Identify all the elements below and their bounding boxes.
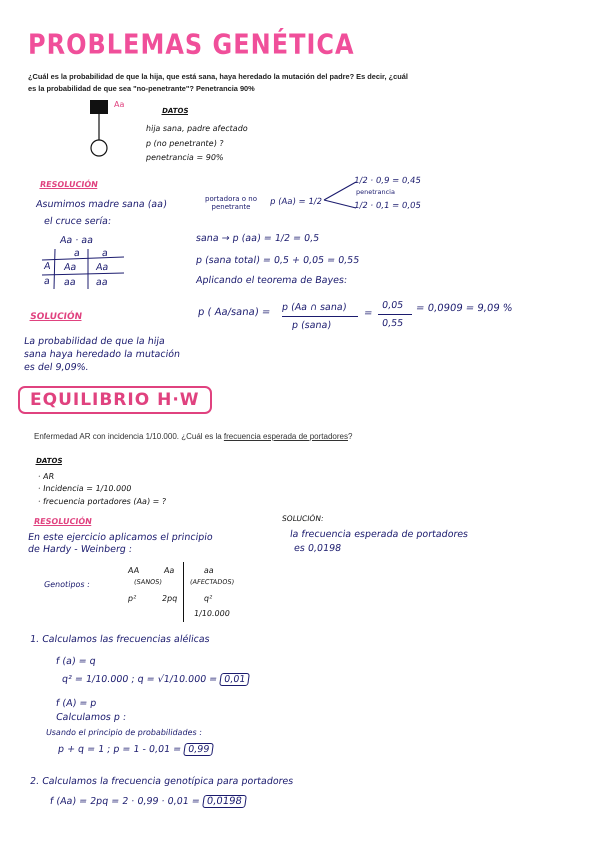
hw-question-suffix: ? — [347, 432, 353, 441]
punnett-row1-label: A — [43, 261, 52, 272]
hw-datos-heading: DATOS — [35, 457, 64, 465]
resolucion-heading: RESOLUCIÓN — [39, 180, 99, 189]
pedigree-genotype-label: Aa — [114, 100, 125, 109]
solucion-line-1: La probabilidad de que la hija — [23, 336, 166, 347]
hw-resolucion-line-1: En este ejercicio aplicamos el principio — [27, 532, 214, 543]
genotipos-divider — [183, 562, 184, 622]
hw-question-underlined: frecuencia esperada de portadores — [223, 432, 348, 441]
datos-heading: DATOS — [161, 107, 190, 115]
punnett-cell: aa — [95, 277, 109, 288]
hw-datos-item-3: · frecuencia portadores (Aa) = ? — [37, 497, 167, 506]
assume-text: Asumimos madre sana (aa) — [35, 199, 168, 210]
fraction-bar-2 — [378, 314, 412, 315]
section-tag-hw: EQUILIBRIO H·W — [18, 386, 212, 414]
genotype-aa: aa — [203, 566, 215, 575]
hw-datos-item-2: · Incidencia = 1/10.000 — [37, 484, 132, 493]
fraction-bar — [282, 316, 358, 317]
question-line-2: es la probabilidad de que sea "no-penetrante"? Penetrancia 90% — [28, 84, 255, 93]
hw-question-prefix: Enfermedad AR con incidencia 1/10.000. ¿Cuál es la — [34, 432, 224, 441]
punnett-row2-label: a — [43, 276, 51, 287]
solucion-heading: SOLUCIÓN — [29, 312, 83, 322]
genotipos-label: Genotipos : — [43, 580, 91, 589]
hw-datos-item-1: · AR — [37, 472, 55, 481]
tree-arrow-label: p (Aa) = 1/2 — [269, 197, 323, 207]
final-result-box: 0,0198 — [202, 795, 247, 808]
datos-line-1: hija sana, padre afectado — [145, 124, 249, 133]
genotype-AA: AA — [127, 566, 140, 575]
formula-equals: = — [363, 308, 374, 319]
hw-question — [34, 432, 352, 441]
genotype-Aa-freq: 2pq — [161, 594, 178, 603]
hw-solucion-line-1: la frecuencia esperada de portadores — [289, 529, 469, 540]
solucion-line-2: sana haya heredado la mutación — [23, 349, 181, 360]
punnett-header-1: a — [73, 248, 81, 259]
healthy-daughter-circle — [91, 140, 107, 156]
datos-line-2: p (no penetrante) ? — [145, 139, 225, 148]
affected-father-square — [90, 100, 108, 114]
genotype-aa-note: (AFECTADOS) — [189, 578, 235, 586]
punnett-header-2: a — [101, 248, 109, 259]
step2-result-line: f (Aa) = 2pq = 2 · 0,99 · 0,01 = 0,0198 — [49, 796, 246, 807]
punnett-cell: Aa — [63, 262, 78, 273]
step1-p-line: p + q = 1 ; p = 1 - 0,01 = 0,99 — [57, 744, 214, 755]
hw-resolucion-line-2: de Hardy - Weinberg : — [27, 544, 133, 555]
genotype-aa-incidence: 1/10.000 — [193, 609, 231, 618]
genotype-Aa: Aa — [163, 566, 176, 575]
tree-branch-top-note: penetrancia — [356, 188, 395, 196]
tree-branch-bottom: 1/2 · 0,1 = 0,05 — [353, 201, 422, 211]
formula-denominator: p (sana) — [291, 320, 332, 331]
genotype-AA-note: (SANOS) — [133, 578, 163, 586]
genotype-AA-freq: p² — [127, 594, 137, 603]
tree-branch-top: 1/2 · 0,9 = 0,45 — [353, 176, 422, 186]
hw-solucion-line-2: es 0,0198 — [293, 543, 342, 554]
tree-label — [196, 195, 266, 211]
step1-q-line: q² = 1/10.000 ; q = √1/10.000 = 0,01 — [61, 674, 250, 685]
genotype-aa-freq: q² — [203, 594, 213, 603]
bullet-sana: sana → p (aa) = 1/2 = 0,5 — [195, 233, 320, 244]
step1-fA: f (A) = p — [55, 698, 98, 709]
hw-solucion-heading: SOLUCIÓN: — [281, 514, 325, 523]
formula-lhs: p ( Aa/sana) = — [197, 307, 271, 318]
formula-denominator-2: 0,55 — [381, 318, 404, 329]
p-result-box: 0,99 — [183, 743, 214, 756]
step2-heading: 2. Calculamos la frecuencia genotípica para portadores — [29, 776, 294, 787]
cross-label: el cruce sería: — [43, 216, 112, 227]
question-line-1: ¿Cuál es la probabilidad de que la hija, que está sana, haya heredado la mutación del padre? Es decir, ¿cuál — [28, 72, 408, 81]
punnett-cell: Aa — [95, 262, 110, 273]
solucion-line-3: es del 9,09%. — [23, 362, 90, 373]
hw-resolucion-heading: RESOLUCIÓN — [33, 517, 93, 526]
tree-label-text: portadora o no penetrante — [205, 195, 257, 211]
step1-fa: f (a) = q — [55, 656, 97, 667]
punnett-cell: aa — [63, 277, 77, 288]
q-result-box: 0,01 — [219, 673, 250, 686]
bullet-bayes: Aplicando el teorema de Bayes: — [195, 275, 348, 286]
bullet-total: p (sana total) = 0,5 + 0,05 = 0,55 — [195, 255, 361, 266]
formula-numerator-2: 0,05 — [381, 300, 404, 311]
page-title: PROBLEMAS GENÉTICA — [28, 28, 355, 61]
formula-result: = 0,0909 = 9,09 % — [415, 303, 514, 314]
step1-heading: 1. Calculamos las frecuencias alélicas — [29, 634, 211, 645]
datos-line-3: penetrancia = 90% — [145, 153, 225, 162]
step1-calc-p: Calculamos p : — [55, 712, 127, 723]
step1-using: Usando el principio de probabilidades : — [45, 728, 203, 737]
formula-numerator: p (Aa ∩ sana) — [281, 302, 348, 313]
cross-text: Aa · aa — [59, 235, 94, 246]
